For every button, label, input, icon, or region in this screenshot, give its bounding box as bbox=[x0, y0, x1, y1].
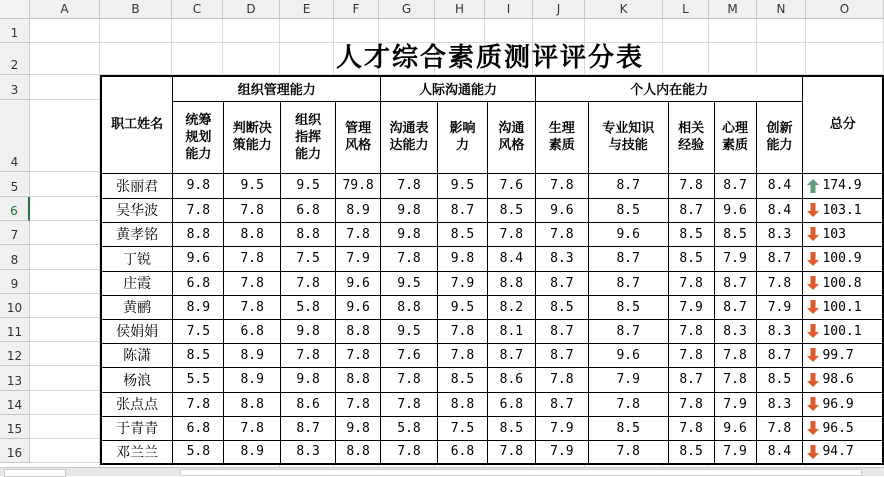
total-cell[interactable] bbox=[803, 246, 883, 271]
total-header[interactable]: 总分 bbox=[803, 76, 883, 173]
score-cell[interactable]: 8.5 bbox=[437, 222, 487, 246]
table-row bbox=[101, 343, 883, 367]
sub-header-9[interactable]: 专业知识 与技能 bbox=[588, 101, 668, 173]
employee-name[interactable]: 黄鹂 bbox=[101, 295, 173, 319]
score-cell[interactable]: 8.3 bbox=[756, 392, 803, 416]
arrow-down-icon bbox=[807, 373, 819, 387]
score-cell[interactable]: 7.8 bbox=[437, 343, 487, 367]
employee-name[interactable]: 庄霞 bbox=[101, 271, 173, 295]
row-header-16[interactable]: 16 bbox=[0, 439, 30, 463]
score-cell[interactable]: 9.5 bbox=[281, 173, 336, 198]
score-cell[interactable]: 8.7 bbox=[281, 416, 336, 440]
score-cell[interactable]: 7.8 bbox=[336, 392, 381, 416]
score-cell[interactable]: 7.5 bbox=[281, 246, 336, 271]
score-cell[interactable]: 9.8 bbox=[381, 198, 438, 222]
employee-name[interactable]: 于青青 bbox=[101, 416, 173, 440]
score-cell[interactable]: 8.3 bbox=[281, 440, 336, 464]
score-cell[interactable]: 7.8 bbox=[336, 343, 381, 367]
score-cell[interactable]: 6.8 bbox=[224, 319, 281, 343]
score-cell[interactable]: 8.8 bbox=[437, 392, 487, 416]
total-value-wrapper bbox=[803, 227, 882, 242]
score-cell[interactable]: 8.7 bbox=[668, 198, 714, 222]
score-cell[interactable]: 8.3 bbox=[535, 246, 588, 271]
column-header-G[interactable]: G bbox=[379, 0, 435, 19]
score-cell[interactable]: 7.8 bbox=[668, 319, 714, 343]
arrow-down-icon bbox=[807, 227, 819, 241]
score-cell[interactable]: 8.5 bbox=[487, 416, 535, 440]
score-cell[interactable]: 9.8 bbox=[437, 246, 487, 271]
score-cell[interactable]: 8.7 bbox=[756, 343, 803, 367]
score-cell[interactable]: 8.7 bbox=[487, 343, 535, 367]
sub-header-2[interactable]: 判断决 策能力 bbox=[224, 101, 281, 173]
column-header-E[interactable]: E bbox=[280, 0, 334, 19]
row-header-5[interactable]: 5 bbox=[0, 172, 30, 197]
score-cell[interactable]: 8.8 bbox=[381, 295, 438, 319]
score-cell[interactable]: 8.4 bbox=[487, 246, 535, 271]
score-cell[interactable]: 7.9 bbox=[535, 416, 588, 440]
employee-name[interactable]: 侯娟娟 bbox=[101, 319, 173, 343]
score-cell[interactable]: 7.9 bbox=[437, 271, 487, 295]
score-cell[interactable]: 9.6 bbox=[336, 271, 381, 295]
arrow-down-icon bbox=[807, 397, 819, 411]
total-cell[interactable] bbox=[803, 295, 883, 319]
score-cell[interactable]: 9.5 bbox=[437, 173, 487, 198]
score-cell[interactable]: 5.8 bbox=[173, 440, 224, 464]
score-cell[interactable]: 7.8 bbox=[437, 319, 487, 343]
score-cell[interactable]: 6.8 bbox=[437, 440, 487, 464]
score-cell[interactable]: 7.8 bbox=[381, 173, 438, 198]
employee-name[interactable]: 杨浪 bbox=[101, 367, 173, 392]
total-value: 96.9 bbox=[822, 396, 854, 412]
score-cell[interactable]: 8.5 bbox=[173, 343, 224, 367]
score-cell[interactable]: 9.6 bbox=[588, 343, 668, 367]
score-cell[interactable]: 8.7 bbox=[588, 319, 668, 343]
table-row bbox=[101, 416, 883, 440]
score-cell[interactable]: 7.8 bbox=[224, 271, 281, 295]
total-cell[interactable] bbox=[803, 392, 883, 416]
score-cell[interactable]: 8.9 bbox=[224, 440, 281, 464]
score-cell[interactable]: 7.9 bbox=[336, 246, 381, 271]
score-cell[interactable]: 7.8 bbox=[588, 392, 668, 416]
row-header-12[interactable]: 12 bbox=[0, 342, 30, 366]
score-cell[interactable]: 6.8 bbox=[173, 416, 224, 440]
score-cell[interactable]: 7.8 bbox=[668, 343, 714, 367]
score-cell[interactable]: 7.8 bbox=[714, 343, 756, 367]
score-cell[interactable]: 7.8 bbox=[381, 246, 438, 271]
column-header-H[interactable]: H bbox=[435, 0, 485, 19]
score-cell[interactable]: 9.6 bbox=[535, 198, 588, 222]
column-header-F[interactable]: F bbox=[334, 0, 379, 19]
total-value: 94.7 bbox=[822, 444, 854, 460]
arrow-down-icon bbox=[807, 348, 819, 362]
score-cell[interactable]: 6.8 bbox=[173, 271, 224, 295]
table-row bbox=[101, 222, 883, 246]
score-cell[interactable]: 8.6 bbox=[281, 392, 336, 416]
total-value-wrapper bbox=[803, 397, 882, 412]
score-cell[interactable]: 8.5 bbox=[668, 440, 714, 464]
score-cell[interactable]: 7.8 bbox=[336, 222, 381, 246]
score-cell[interactable]: 7.9 bbox=[535, 440, 588, 464]
score-cell[interactable]: 8.5 bbox=[714, 222, 756, 246]
score-cell[interactable]: 8.7 bbox=[756, 246, 803, 271]
row-header-15[interactable]: 15 bbox=[0, 415, 30, 439]
score-cell[interactable]: 9.5 bbox=[224, 173, 281, 198]
total-value: 100.1 bbox=[822, 299, 862, 315]
row-header-6[interactable]: 6 bbox=[0, 197, 30, 221]
score-cell[interactable]: 8.8 bbox=[224, 222, 281, 246]
score-cell[interactable]: 5.8 bbox=[281, 295, 336, 319]
score-cell[interactable]: 8.4 bbox=[756, 440, 803, 464]
score-cell[interactable]: 7.8 bbox=[714, 367, 756, 392]
table-row bbox=[101, 392, 883, 416]
total-cell[interactable] bbox=[803, 319, 883, 343]
score-cell[interactable]: 8.8 bbox=[173, 222, 224, 246]
employee-name[interactable]: 陈潇 bbox=[101, 343, 173, 367]
select-all-corner[interactable] bbox=[0, 0, 30, 19]
score-cell[interactable]: 9.8 bbox=[381, 222, 438, 246]
total-value: 174.9 bbox=[822, 178, 862, 193]
score-cell[interactable]: 9.8 bbox=[281, 367, 336, 392]
row-header-11[interactable]: 11 bbox=[0, 318, 30, 342]
score-cell[interactable]: 79.8 bbox=[336, 173, 381, 198]
score-cell[interactable]: 8.8 bbox=[336, 367, 381, 392]
score-table[interactable] bbox=[100, 75, 884, 465]
score-cell[interactable]: 8.5 bbox=[487, 198, 535, 222]
score-cell[interactable]: 8.5 bbox=[668, 222, 714, 246]
row-header-14[interactable]: 14 bbox=[0, 391, 30, 415]
table-row bbox=[101, 198, 883, 222]
row-header-7[interactable]: 7 bbox=[0, 221, 30, 245]
row-header-3[interactable]: 3 bbox=[0, 75, 30, 100]
total-cell[interactable] bbox=[803, 343, 883, 367]
row-header-1[interactable]: 1 bbox=[0, 19, 30, 43]
table-row bbox=[101, 271, 883, 295]
column-header-N[interactable]: N bbox=[757, 0, 806, 19]
total-value-wrapper bbox=[803, 372, 882, 387]
score-cell[interactable]: 9.5 bbox=[381, 271, 438, 295]
total-cell[interactable] bbox=[803, 271, 883, 295]
score-cell[interactable]: 7.5 bbox=[173, 319, 224, 343]
score-cell[interactable]: 8.7 bbox=[588, 173, 668, 198]
name-header[interactable]: 职工姓名 bbox=[101, 76, 173, 173]
sub-header-3[interactable]: 组织 指挥 能力 bbox=[281, 101, 336, 173]
score-cell[interactable]: 9.8 bbox=[281, 319, 336, 343]
score-cell[interactable]: 7.8 bbox=[588, 440, 668, 464]
score-cell[interactable]: 8.7 bbox=[714, 295, 756, 319]
row-header-13[interactable]: 13 bbox=[0, 366, 30, 391]
column-header-K[interactable]: K bbox=[585, 0, 663, 19]
total-value: 103.1 bbox=[822, 202, 862, 218]
column-header-M[interactable]: M bbox=[709, 0, 757, 19]
score-cell[interactable]: 7.9 bbox=[756, 295, 803, 319]
score-cell[interactable]: 8.5 bbox=[668, 246, 714, 271]
score-cell[interactable]: 9.6 bbox=[714, 416, 756, 440]
total-value-wrapper bbox=[803, 203, 882, 218]
score-cell[interactable]: 7.8 bbox=[668, 416, 714, 440]
score-cell[interactable]: 9.5 bbox=[381, 319, 438, 343]
row-header-9[interactable]: 9 bbox=[0, 270, 30, 294]
employee-name[interactable]: 邓兰兰 bbox=[101, 440, 173, 464]
sub-header-10[interactable]: 相关 经验 bbox=[668, 101, 714, 173]
score-cell[interactable]: 7.8 bbox=[173, 198, 224, 222]
total-value-wrapper bbox=[803, 348, 882, 363]
table-row bbox=[101, 367, 883, 392]
score-cell[interactable]: 7.9 bbox=[714, 440, 756, 464]
score-cell[interactable]: 8.5 bbox=[588, 295, 668, 319]
score-cell[interactable]: 8.9 bbox=[336, 198, 381, 222]
sub-header-1[interactable]: 统筹 规划 能力 bbox=[173, 101, 224, 173]
column-header-J[interactable]: J bbox=[533, 0, 585, 19]
sub-header-8[interactable]: 生理 素质 bbox=[535, 101, 588, 173]
total-cell[interactable] bbox=[803, 198, 883, 222]
score-cell[interactable]: 7.9 bbox=[714, 392, 756, 416]
score-cell[interactable]: 8.6 bbox=[487, 367, 535, 392]
employee-name[interactable]: 张丽君 bbox=[101, 173, 173, 198]
score-cell[interactable]: 5.5 bbox=[173, 367, 224, 392]
score-cell[interactable]: 7.8 bbox=[535, 367, 588, 392]
score-cell[interactable]: 8.7 bbox=[437, 198, 487, 222]
total-value-wrapper bbox=[803, 178, 882, 193]
score-cell[interactable]: 7.8 bbox=[281, 343, 336, 367]
employee-name[interactable]: 张点点 bbox=[101, 392, 173, 416]
score-cell[interactable]: 8.5 bbox=[535, 295, 588, 319]
sheet-tab[interactable] bbox=[4, 469, 66, 477]
sub-header-5[interactable]: 沟通表 达能力 bbox=[381, 101, 438, 173]
sub-header-4[interactable]: 管理 风格 bbox=[336, 101, 381, 173]
score-cell[interactable]: 7.9 bbox=[588, 367, 668, 392]
score-cell[interactable]: 8.1 bbox=[487, 319, 535, 343]
score-cell[interactable]: 8.4 bbox=[756, 198, 803, 222]
score-cell[interactable]: 7.8 bbox=[487, 440, 535, 464]
score-cell[interactable]: 8.7 bbox=[668, 367, 714, 392]
score-cell[interactable]: 7.8 bbox=[535, 173, 588, 198]
score-cell[interactable]: 8.9 bbox=[224, 367, 281, 392]
total-cell[interactable] bbox=[803, 367, 883, 392]
score-cell[interactable]: 8.7 bbox=[588, 271, 668, 295]
column-header-C[interactable]: C bbox=[172, 0, 223, 19]
arrow-down-icon bbox=[807, 300, 819, 314]
arrow-down-icon bbox=[807, 324, 819, 338]
group-header-personal[interactable]: 个人内在能力 bbox=[535, 76, 803, 101]
total-value-wrapper bbox=[803, 444, 882, 459]
score-cell[interactable]: 8.2 bbox=[487, 295, 535, 319]
arrow-down-icon bbox=[807, 252, 819, 266]
score-cell[interactable]: 9.6 bbox=[336, 295, 381, 319]
employee-name[interactable]: 黄孝铭 bbox=[101, 222, 173, 246]
score-cell[interactable]: 7.6 bbox=[381, 343, 438, 367]
score-cell[interactable]: 7.9 bbox=[714, 246, 756, 271]
column-header-L[interactable]: L bbox=[663, 0, 709, 19]
report-title[interactable]: 人才综合素质测评评分表 bbox=[335, 43, 644, 73]
score-cell[interactable]: 9.8 bbox=[336, 416, 381, 440]
row-header-10[interactable]: 10 bbox=[0, 294, 30, 318]
score-cell[interactable]: 8.8 bbox=[336, 319, 381, 343]
score-cell[interactable]: 7.6 bbox=[487, 173, 535, 198]
score-cell[interactable]: 8.8 bbox=[336, 440, 381, 464]
score-cell[interactable]: 7.8 bbox=[224, 246, 281, 271]
score-cell[interactable]: 7.8 bbox=[487, 222, 535, 246]
score-cell[interactable]: 7.8 bbox=[668, 392, 714, 416]
sub-header-12[interactable]: 创新 能力 bbox=[756, 101, 803, 173]
score-cell[interactable]: 8.8 bbox=[487, 271, 535, 295]
total-value: 99.7 bbox=[822, 347, 854, 363]
score-cell[interactable]: 8.7 bbox=[535, 392, 588, 416]
total-value: 100.9 bbox=[822, 251, 862, 266]
score-cell[interactable]: 9.6 bbox=[588, 222, 668, 246]
score-cell[interactable]: 8.7 bbox=[535, 343, 588, 367]
total-value-wrapper bbox=[803, 300, 882, 315]
row-header-2[interactable]: 2 bbox=[0, 43, 30, 75]
arrow-down-icon bbox=[807, 276, 819, 290]
arrow-down-icon bbox=[807, 445, 819, 459]
total-value: 100.8 bbox=[822, 275, 862, 291]
score-cell[interactable]: 9.8 bbox=[173, 173, 224, 198]
score-cell[interactable]: 8.5 bbox=[437, 367, 487, 392]
total-cell[interactable] bbox=[803, 416, 883, 440]
column-header-O[interactable]: O bbox=[806, 0, 884, 19]
total-value: 98.6 bbox=[822, 372, 854, 387]
total-value-wrapper bbox=[803, 421, 882, 436]
total-value: 103 bbox=[822, 226, 846, 242]
score-cell[interactable]: 7.8 bbox=[224, 198, 281, 222]
score-cell[interactable]: 8.9 bbox=[173, 295, 224, 319]
group-header-management[interactable]: 组织管理能力 bbox=[173, 76, 381, 101]
score-cell[interactable]: 8.7 bbox=[714, 173, 756, 198]
score-cell[interactable]: 8.8 bbox=[281, 222, 336, 246]
score-cell[interactable]: 8.5 bbox=[588, 198, 668, 222]
score-cell[interactable]: 5.8 bbox=[381, 416, 438, 440]
score-cell[interactable]: 7.8 bbox=[381, 367, 438, 392]
arrow-up-icon bbox=[807, 179, 819, 193]
score-cell[interactable]: 8.7 bbox=[535, 319, 588, 343]
score-cell[interactable]: 7.8 bbox=[281, 271, 336, 295]
arrow-down-icon bbox=[807, 203, 819, 217]
score-cell[interactable]: 8.7 bbox=[714, 271, 756, 295]
sub-header-6[interactable]: 影响 力 bbox=[437, 101, 487, 173]
table-row bbox=[101, 319, 883, 343]
score-cell[interactable]: 7.8 bbox=[756, 416, 803, 440]
score-cell[interactable]: 8.3 bbox=[756, 319, 803, 343]
score-cell[interactable]: 8.7 bbox=[588, 246, 668, 271]
total-value: 100.1 bbox=[822, 323, 862, 339]
column-header-D[interactable]: D bbox=[223, 0, 280, 19]
total-value-wrapper bbox=[803, 276, 882, 291]
score-cell[interactable]: 9.5 bbox=[437, 295, 487, 319]
total-value-wrapper bbox=[803, 324, 882, 339]
column-header-B[interactable]: B bbox=[100, 0, 172, 19]
sub-header-7[interactable]: 沟通 风格 bbox=[487, 101, 535, 173]
employee-name[interactable]: 丁锐 bbox=[101, 246, 173, 271]
score-cell[interactable]: 8.9 bbox=[224, 343, 281, 367]
score-cell[interactable]: 7.8 bbox=[173, 392, 224, 416]
score-cell[interactable]: 8.7 bbox=[535, 271, 588, 295]
total-value-wrapper bbox=[803, 251, 882, 266]
score-cell[interactable]: 6.8 bbox=[281, 198, 336, 222]
total-cell[interactable] bbox=[803, 222, 883, 246]
table-row bbox=[101, 295, 883, 319]
table-row bbox=[101, 173, 883, 198]
column-header-I[interactable]: I bbox=[485, 0, 533, 19]
score-cell[interactable]: 6.8 bbox=[487, 392, 535, 416]
row-header-8[interactable]: 8 bbox=[0, 245, 30, 270]
total-value: 96.5 bbox=[822, 420, 854, 436]
column-header-A[interactable]: A bbox=[30, 0, 100, 19]
score-cell[interactable]: 7.8 bbox=[224, 295, 281, 319]
sub-header-11[interactable]: 心理 素质 bbox=[714, 101, 756, 173]
score-cell[interactable]: 7.8 bbox=[668, 173, 714, 198]
score-cell[interactable]: 8.3 bbox=[714, 319, 756, 343]
score-cell[interactable]: 8.5 bbox=[756, 367, 803, 392]
score-cell[interactable]: 7.9 bbox=[668, 295, 714, 319]
score-cell[interactable]: 8.4 bbox=[756, 173, 803, 198]
row-header-4[interactable]: 4 bbox=[0, 100, 30, 172]
employee-name[interactable]: 吴华波 bbox=[101, 198, 173, 222]
table-row bbox=[101, 246, 883, 271]
score-cell[interactable]: 7.8 bbox=[381, 440, 438, 464]
score-cell[interactable]: 7.8 bbox=[668, 271, 714, 295]
score-cell[interactable]: 7.8 bbox=[381, 392, 438, 416]
table-row bbox=[101, 440, 883, 464]
score-cell[interactable]: 7.5 bbox=[437, 416, 487, 440]
group-header-communication[interactable]: 人际沟通能力 bbox=[381, 76, 536, 101]
total-cell[interactable] bbox=[803, 440, 883, 464]
total-cell[interactable] bbox=[803, 173, 883, 198]
score-cell[interactable]: 7.8 bbox=[224, 416, 281, 440]
score-cell[interactable]: 8.8 bbox=[224, 392, 281, 416]
score-cell[interactable]: 9.6 bbox=[714, 198, 756, 222]
score-cell[interactable]: 8.3 bbox=[756, 222, 803, 246]
score-cell[interactable]: 7.8 bbox=[535, 222, 588, 246]
arrow-down-icon bbox=[807, 421, 819, 435]
score-cell[interactable]: 8.5 bbox=[588, 416, 668, 440]
score-cell[interactable]: 7.8 bbox=[756, 271, 803, 295]
score-cell[interactable]: 9.6 bbox=[173, 246, 224, 271]
